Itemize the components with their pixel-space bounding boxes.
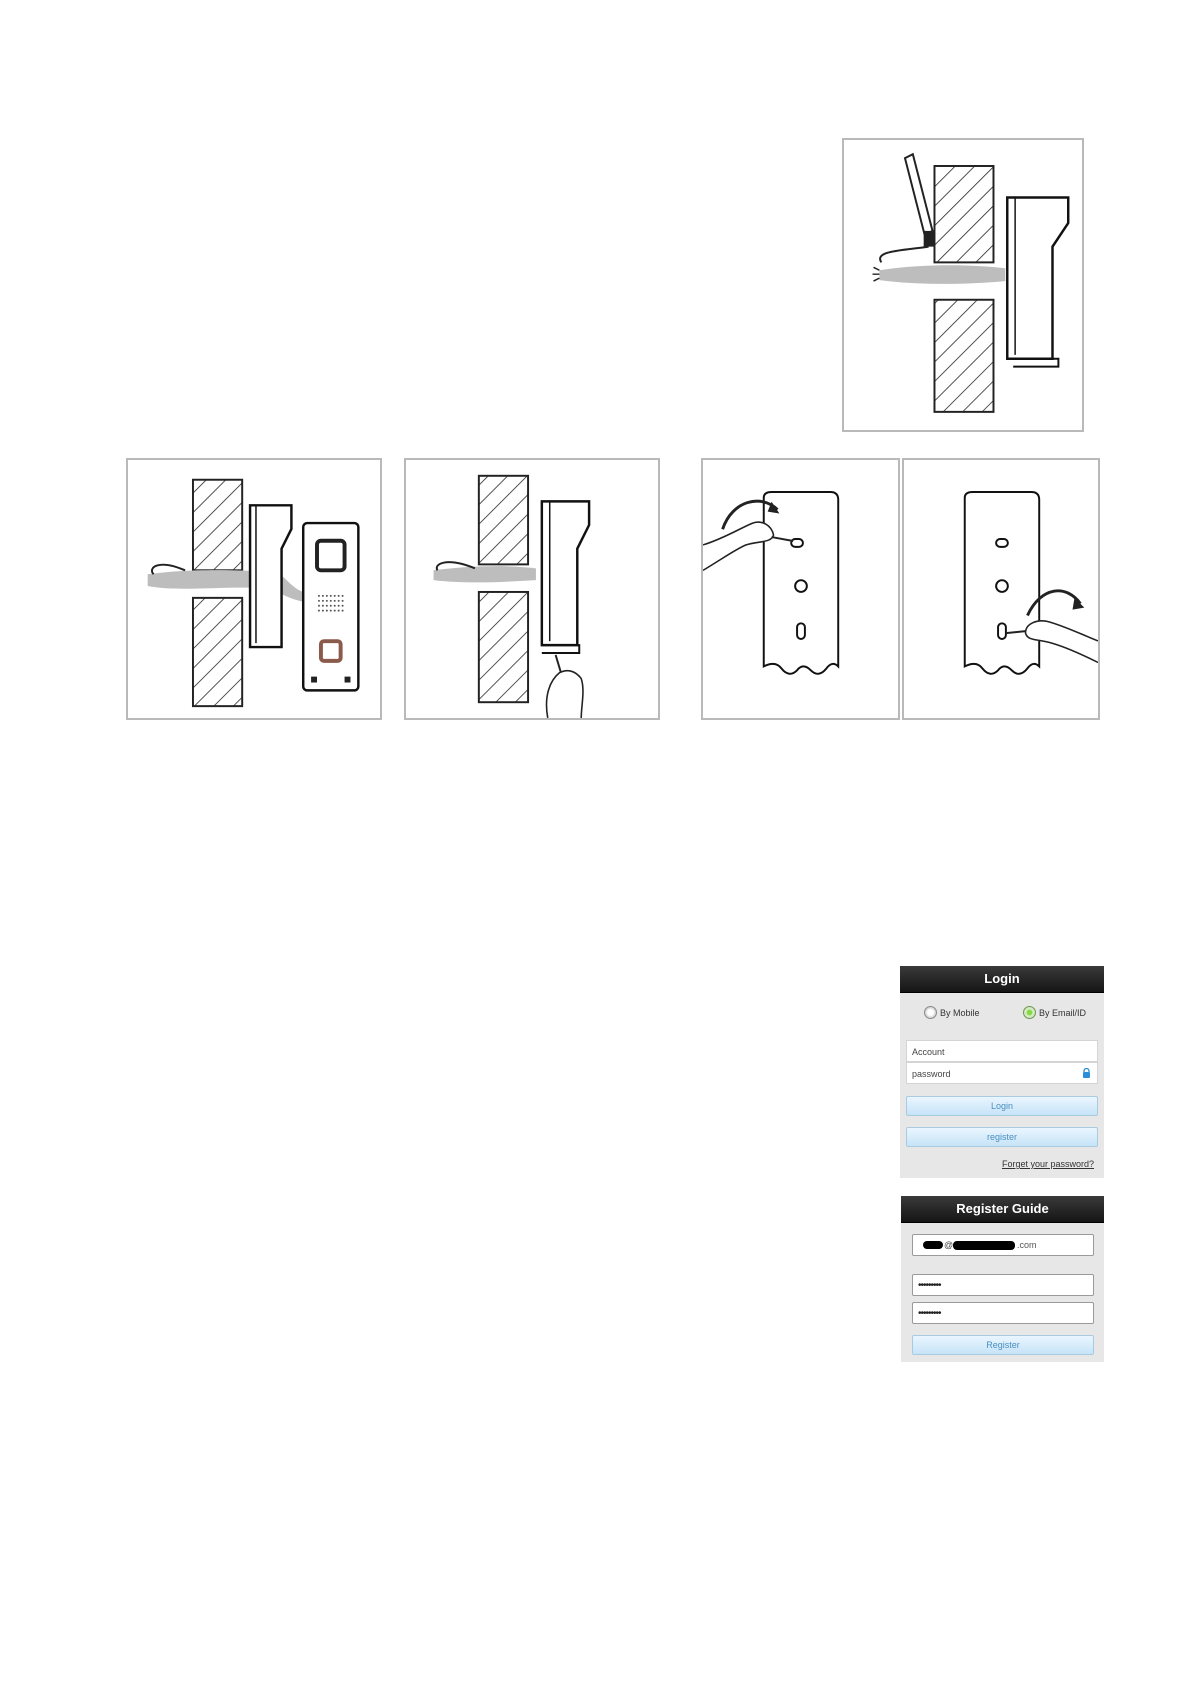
figure-bracket-screw xyxy=(404,458,660,720)
radio-by-mobile-label: By Mobile xyxy=(940,1007,980,1018)
register-guide-screenshot xyxy=(901,1196,1104,1362)
backplate-bottom-screw-drawing xyxy=(904,460,1098,718)
backplate-top-screw-drawing xyxy=(703,460,898,718)
redacted-email-part xyxy=(923,1241,943,1249)
bracket-screw-drawing xyxy=(406,460,658,718)
login-method-selector xyxy=(900,993,1104,1033)
register-guide-title: Register Guide xyxy=(901,1196,1104,1223)
hand-icon xyxy=(547,655,583,718)
figure-bracket-with-panel xyxy=(126,458,382,720)
antenna-icon xyxy=(905,154,934,246)
lock-icon xyxy=(1082,1068,1091,1078)
radio-on-icon xyxy=(1023,1006,1036,1019)
confirm-password-field[interactable] xyxy=(912,1302,1094,1324)
figure-backplate-top-screw xyxy=(701,458,900,720)
email-field[interactable]: @ .com xyxy=(912,1234,1094,1256)
register-button[interactable]: register xyxy=(906,1127,1098,1147)
radio-off-icon xyxy=(924,1006,937,1019)
redacted-email-domain xyxy=(953,1241,1015,1250)
password-mask: ••••••••• xyxy=(918,1280,941,1291)
login-screenshot xyxy=(900,966,1104,1178)
password-field[interactable] xyxy=(912,1274,1094,1296)
radio-by-mobile[interactable] xyxy=(924,1006,980,1019)
figure-antenna-installation xyxy=(842,138,1084,432)
forgot-password-link[interactable]: Forget your password? xyxy=(1001,1159,1094,1169)
password-input[interactable] xyxy=(906,1062,1098,1084)
figure-backplate-bottom-screw xyxy=(902,458,1100,720)
bracket-panel-drawing xyxy=(128,460,380,718)
login-button[interactable]: Login xyxy=(906,1096,1098,1116)
radio-by-email-label: By Email/ID xyxy=(1039,1007,1087,1018)
confirm-password-mask: ••••••••• xyxy=(918,1308,941,1319)
login-title: Login xyxy=(900,966,1104,993)
password-placeholder: password xyxy=(912,1069,951,1079)
register-submit-button[interactable]: Register xyxy=(912,1335,1094,1355)
account-input[interactable]: Account xyxy=(906,1040,1098,1062)
email-suffix: .com xyxy=(1017,1240,1037,1250)
radio-by-email[interactable] xyxy=(1023,1006,1086,1019)
antenna-installation-drawing xyxy=(844,140,1082,430)
